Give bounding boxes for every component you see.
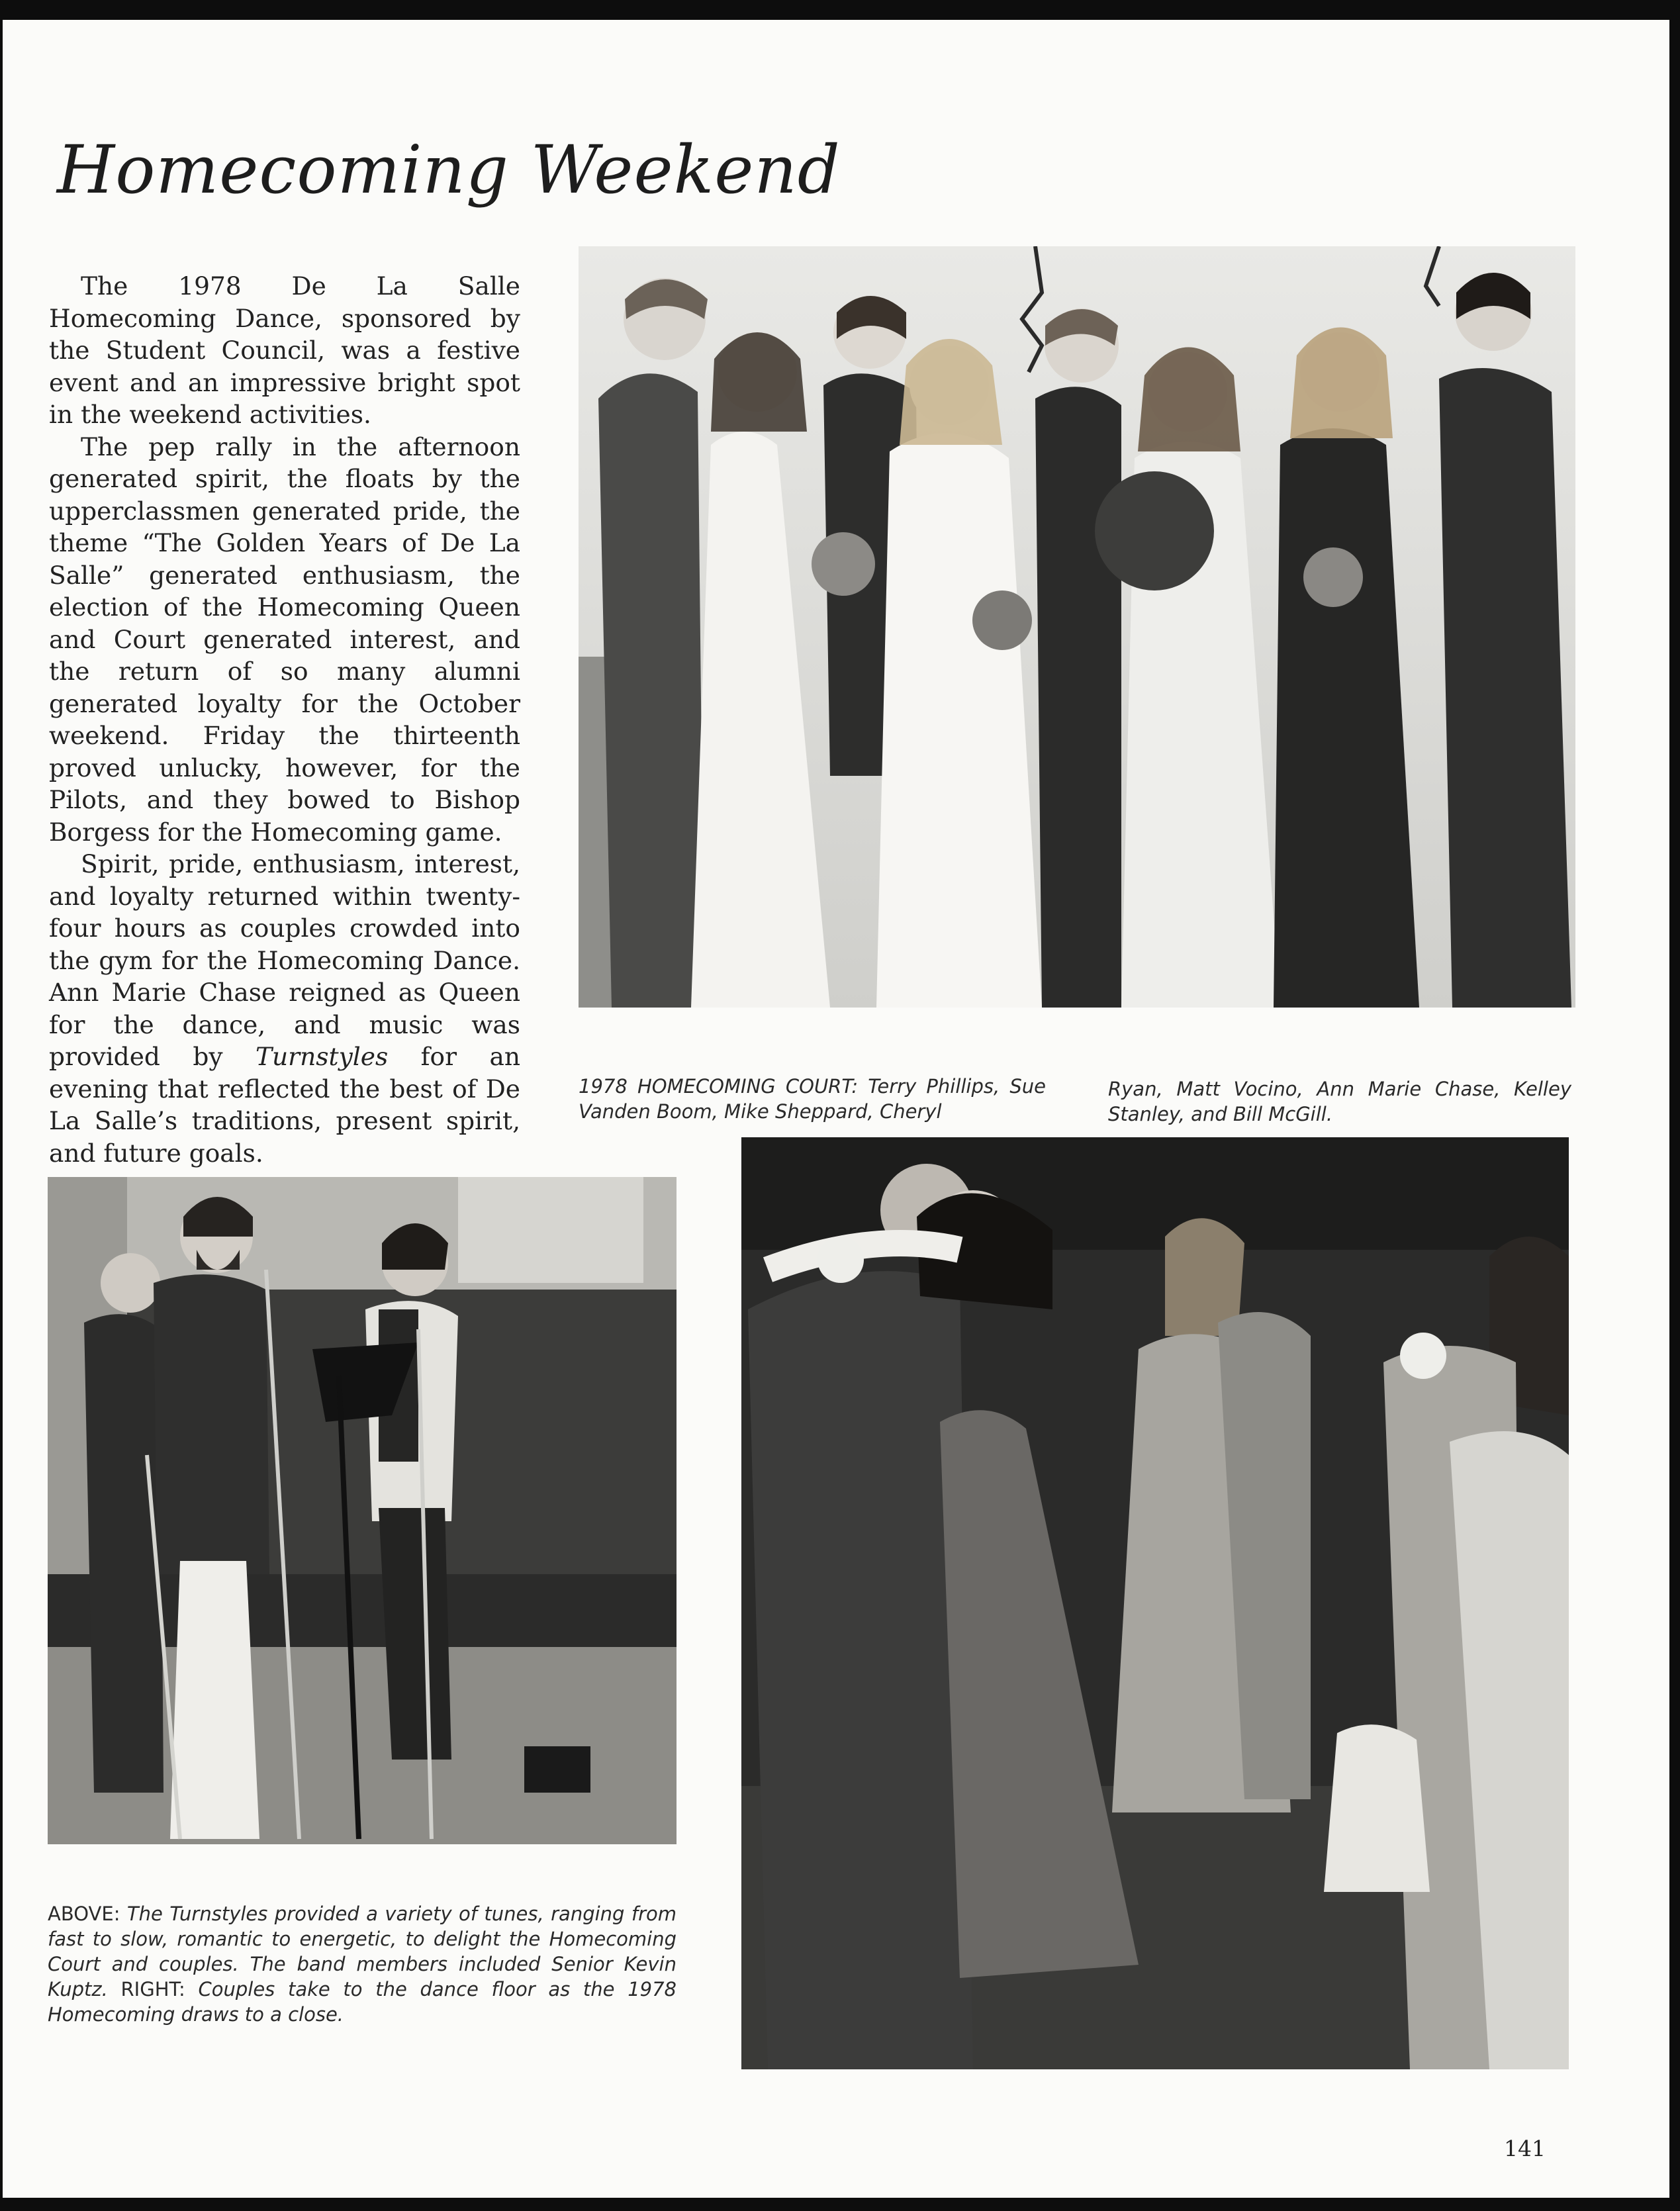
band-caption <box>48 1901 677 2027</box>
page-title: Homecoming Weekend <box>57 131 841 209</box>
article-paragraph-text: Spirit, pride, enthusiasm, interest, and loyalty returned within twenty-four hours as couples crowded into the gym for the Homecoming Dance. Ann Marie Chase reigned as Queen for the dance, and music was provided by <box>49 849 520 1071</box>
page-number: 141 <box>1504 2136 1546 2161</box>
court-caption-column-2: Ryan, Matt Vocino, Ann Marie Chase, Kelley Stanley, and Bill McGill. <box>1108 1078 1571 1125</box>
caption-lead-right: RIGHT: <box>120 1978 185 2000</box>
yearbook-page <box>3 20 1669 2198</box>
homecoming-court-photo <box>579 246 1575 1008</box>
caption-text-above: The Turnstyles provided a variety of tunes, ranging from fast to slow, romantic to energetic, to delight the Homecoming Court and couples. The band members included Senior Kevin Kuptz. <box>48 1903 677 2000</box>
court-caption-column-1: 1978 HOMECOMING COURT: Terry Phillips, Sue Vanden Boom, Mike Sheppard, Cheryl <box>579 1075 1046 1123</box>
article-closing: for an evening that reflected the best of De La Salle’s traditions, present spirit, and future goals. <box>49 1042 521 1168</box>
band-name: Turnstyles <box>256 1042 389 1071</box>
band-photo <box>48 1177 677 1844</box>
article-body <box>49 270 520 1169</box>
article-paragraph: The pep rally in the afternoon generated spirit, the floats by the upperclassmen generated pride, the theme “The Golden Years of De La Salle” generated enthusiasm, the election of the Homecoming Queen and Court generated interest, and the return of so many alumni generated loyalty for the October weekend. Friday the thirteenth proved unlucky, however, for the Pilots, and they bowed to Bishop Borgess for the Homecoming game. <box>49 432 520 847</box>
caption-text-right: Couples take to the dance floor as the 1978 Homecoming draws to a close. <box>48 1978 677 2026</box>
caption-lead-above: ABOVE: <box>48 1903 120 1925</box>
article-paragraph: The 1978 De La Salle Homecoming Dance, sponsored by the Student Council, was a festive event and an impressive bright spot in the weekend activities. <box>49 271 520 429</box>
dance-floor-photo <box>741 1137 1569 2069</box>
article-paragraph <box>49 848 520 1169</box>
